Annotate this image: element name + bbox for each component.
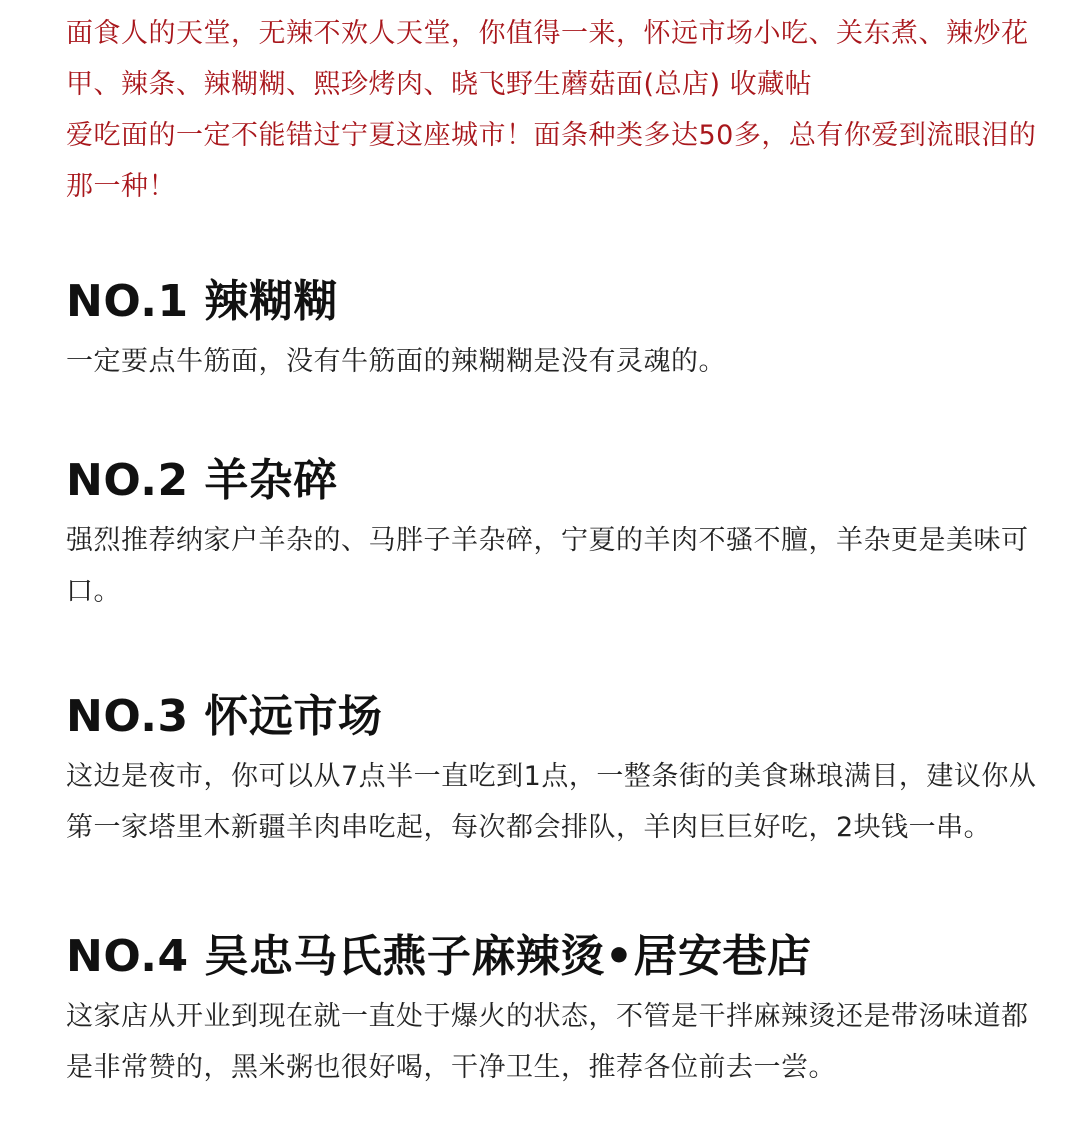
section-4 [66,929,1040,1093]
section-1 [66,274,1040,387]
intro-paragraph-1: 面食人的天堂，无辣不欢人天堂，你值得一来，怀远市场小吃、关东煮、辣炒花甲、辣条、辣糊糊、熙珍烤肉、晓飞野生蘑菇面(总店) 收藏帖 [66,18,1029,100]
intro-paragraph-2: 爱吃面的一定不能错过宁夏这座城市！面条种类多达50多，总有你爱到流眼泪的那一种！ [66,120,1037,202]
intro-block [66,8,1040,212]
section-body: 强烈推荐纳家户羊杂的、马胖子羊杂碎，宁夏的羊肉不骚不膻，羊杂更是美味可口。 [66,525,1029,607]
section-3 [66,689,1040,853]
section-body: 这边是夜市，你可以从7点半一直吃到1点，一整条街的美食琳琅满目，建议你从第一家塔里木新疆羊肉串吃起，每次都会排队，羊肉巨巨好吃，2块钱一串。 [66,761,1037,843]
section-title: NO.1 辣糊糊 [66,276,338,327]
section-2 [66,453,1040,617]
section-body: 一定要点牛筋面，没有牛筋面的辣糊糊是没有灵魂的。 [66,346,726,377]
section-title: NO.2 羊杂碎 [66,455,338,506]
section-title: NO.4 吴忠马氏燕子麻辣烫•居安巷店 [66,931,812,982]
section-title: NO.3 怀远市场 [66,691,383,742]
section-body: 这家店从开业到现在就一直处于爆火的状态，不管是干拌麻辣烫还是带汤味道都是非常赞的，黑米粥也很好喝，干净卫生，推荐各位前去一尝。 [66,1001,1029,1083]
